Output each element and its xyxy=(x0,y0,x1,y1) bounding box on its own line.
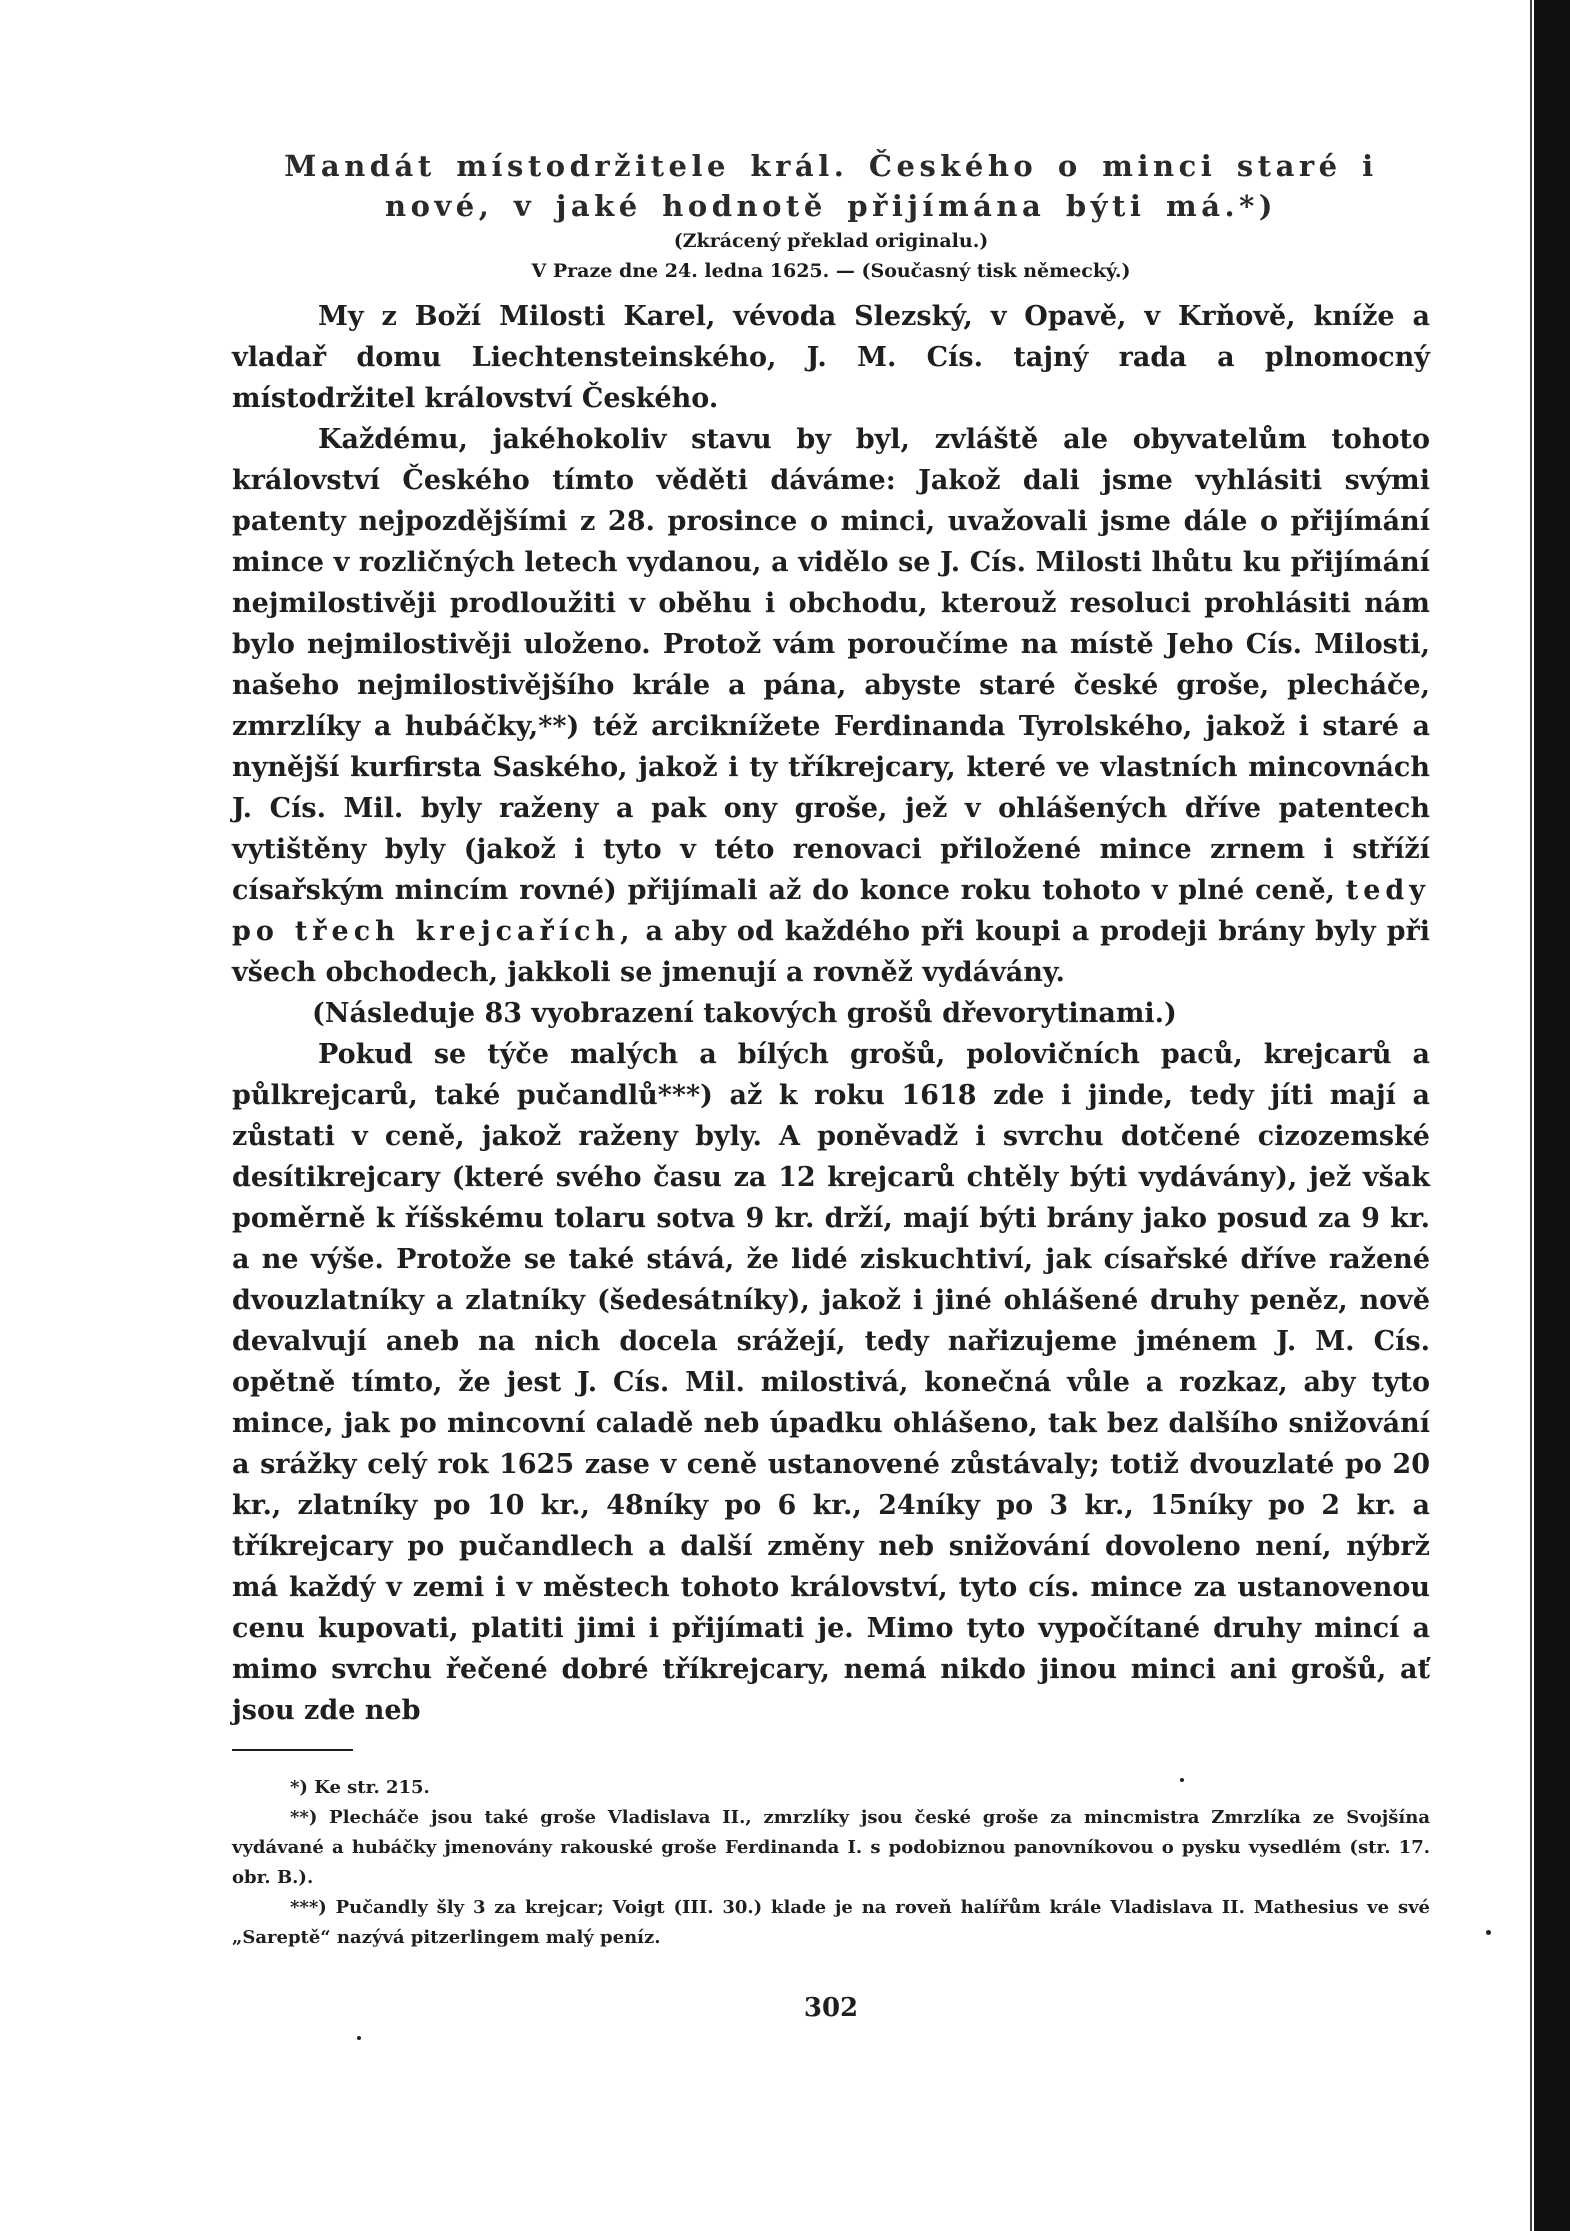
footnotes xyxy=(232,1773,1430,1953)
emphasized-phrase: tedy po třech krejcařích, xyxy=(232,875,1430,947)
paragraph-intro: My z Boží Milosti Karel, vévoda Slezský, v Opavě, v Krňově, kníže a vladař domu Liechtensteinského, J. M. Cís. tajný rada a plnomocný místodržitel království Českého. xyxy=(232,301,1430,414)
paragraph-main xyxy=(232,419,1430,993)
paragraph-main-tail: a aby od každého při koupi a prodeji brány byly při všech obchodech, jakkoli se jmenují a rovněž vydávány. xyxy=(232,916,1430,988)
scan-speck xyxy=(357,2036,361,2040)
document-dateline: V Praze dne 24. ledna 1625. — (Současný tisk německý.) xyxy=(531,260,1131,282)
footnote-2: **) Plecháče jsou také groše Vladislava II., zmrzlíky jsou české groše za mincmistra Zmrzlíka ze Svojšína vydávané a hubáčky jmenovány rakouské groše Ferdinanda I. s podobiznou panovníkovou o pysku vysedlém (str. 17. obr. B.). xyxy=(232,1807,1430,1888)
document-body xyxy=(232,296,1430,1731)
page-number: 302 xyxy=(803,1993,859,2023)
footnote-1: *) Ke str. 215. xyxy=(290,1777,430,1798)
scan-border xyxy=(1534,0,1570,2231)
paragraph-illustration-note: (Následuje 83 vyobrazení takových grošů dřevorytinami.) xyxy=(312,998,1177,1029)
document-subtitle: (Zkrácený překlad originalu.) xyxy=(673,230,989,252)
paragraph-main-text: Každému, jakéhokoliv stavu by byl, zvláště ale obyvatelům tohoto království Českého tímto věděti dáváme: Jakož dali jsme vyhlásiti svými patenty nejpozdějšími z 28. prosince o minci, uvažovali jsme dále o přijímání mince v rozličných letech vydanou, a vidělo se J. Cís. Milosti lhůtu ku přijímání nejmilostivěji prodloužiti v oběhu i obchodu, kterouž resoluci prohlásiti nám bylo nejmilostivěji uloženo. Protož vám poroučíme na místě Jeho Cís. Milosti, našeho nejmilostivějšího krále a pána, abyste staré české groše, plecháče, zmrzlíky a hubáčky,**) též arciknížete Ferdinanda Tyrolského, jakož i staré a nynější kurfirsta Saského, jakož i ty tříkrejcary, které ve vlastních mincovnách J. Cís. Mil. byly raženy a pak ony groše, jež v ohlášených dříve patentech vytištěny byly (jakož i tyto v této renovaci přiložené mince zrnem i stříží císařským mincím rovné) přijímali až do konce roku tohoto v plné ceně, xyxy=(232,424,1430,906)
document-title: Mandát místodržitele král. Českého o minci staré i nové, v jaké hodnotě přijímána býti má.*) xyxy=(284,149,1378,223)
scan-border-line xyxy=(1530,0,1532,2231)
document-page xyxy=(232,146,1430,2023)
footnote-separator xyxy=(232,1749,353,1751)
scan-speck xyxy=(1486,1930,1491,1935)
footnote-3: ***) Pučandly šly 3 za krejcar; Voigt (III. 30.) klade je na roveň halířům krále Vladislava II. Mathesius ve své „Sareptě“ nazývá pitzerlingem malý peníz. xyxy=(232,1897,1430,1948)
paragraph-coins: Pokud se týče malých a bílých grošů, polovičních paců, krejcarů a půlkrejcarů, také pučandlů***) až k roku 1618 zde i jinde, tedy jíti mají a zůstati v ceně, jakož raženy byly. A poněvadž i svrchu dotčené cizozemské desítikrejcary (které svého času za 12 krejcarů chtěly býti vydávány), jež však poměrně k říšskému tolaru sotva 9 kr. drží, mají býti brány jako posud za 9 kr. a ne výše. Protože se také stává, že lidé ziskuchtiví, jak císařské dříve ražené dvouzlatníky a zlatníky (šedesátníky), jakož i jiné ohlášené druhy peněz, nově devalvují aneb na nich docela srážejí, tedy nařizujeme jménem J. M. Cís. opětně tímto, že jest J. Cís. Mil. milostivá, konečná vůle a rozkaz, aby tyto mince, jak po mincovní caladě neb úpadku ohlášeno, tak bez dalšího snižování a srážky celý rok 1625 zase v ceně ustanovené zůstávaly; totiž dvouzlaté po 20 kr., zlatníky po 10 kr., 48níky po 6 kr., 24níky po 3 kr., 15níky po 2 kr. a tříkrejcary po pučandlech a další změny neb snižování dovoleno není, nýbrž má každý v zemi i v městech tohoto království, tyto cís. mince za ustanovenou cenu kupovati, platiti jimi i přijímati je. Mimo tyto vypočítané druhy mincí a mimo svrchu řečené dobré tříkrejcary, nemá nikdo jinou minci ani grošů, ať jsou zde neb xyxy=(232,1039,1430,1726)
